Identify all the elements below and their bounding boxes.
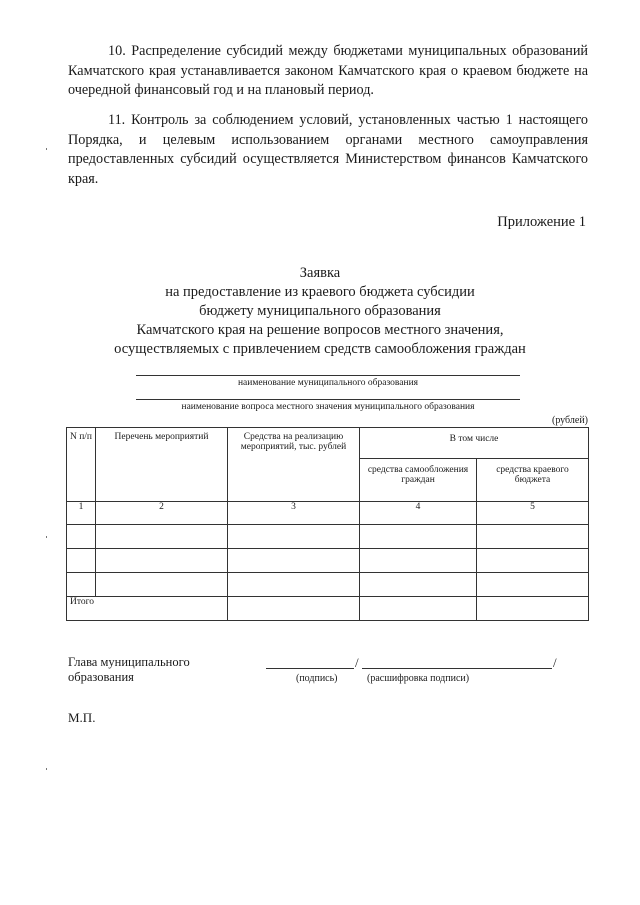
total-cell[interactable] (477, 597, 589, 621)
application-table (66, 427, 589, 621)
empty-cell[interactable] (477, 525, 589, 549)
table-row (67, 573, 589, 597)
empty-cell[interactable] (360, 549, 477, 573)
header-regional-budget: средства краевого бюджета (477, 459, 589, 502)
paragraph-11: 11. Контроль за соблюдением условий, установленных частью 1 настоящего Порядка, и целевым использованием органами местного самоуправления предоставленных субсидий осуществляется Министерством финансов Камчатского края. (68, 112, 588, 187)
form-subtitle-line-2: бюджету муниципального образования (199, 303, 441, 319)
scan-speck (46, 536, 47, 538)
empty-cell[interactable] (228, 573, 360, 597)
table-column-numbers (67, 502, 589, 525)
empty-cell[interactable] (228, 549, 360, 573)
column-number-cell: 1 (67, 502, 96, 525)
column-number-cell: 2 (96, 502, 228, 525)
signatory-role-line-2: образования (68, 670, 134, 684)
appendix-label: Приложение 1 (497, 214, 586, 230)
empty-cell[interactable] (96, 549, 228, 573)
empty-cell[interactable] (477, 549, 589, 573)
stamp-place-label: М.П. (68, 710, 96, 725)
table-row (67, 549, 589, 573)
empty-cell[interactable] (360, 573, 477, 597)
header-activities: Перечень мероприятий (96, 428, 228, 502)
signature-slash: / (355, 655, 359, 670)
empty-cell[interactable] (67, 573, 96, 597)
header-self-taxation: средства самообложения граждан (360, 459, 477, 502)
question-fill-line[interactable] (136, 399, 520, 400)
column-number-cell: 5 (477, 502, 589, 525)
municipality-caption: наименование муниципального образования (237, 378, 419, 388)
empty-cell[interactable] (96, 573, 228, 597)
signature-line[interactable] (266, 668, 354, 669)
form-title: Заявка (299, 265, 341, 281)
total-label: Итого (67, 597, 228, 621)
empty-cell[interactable] (360, 525, 477, 549)
total-cell[interactable] (360, 597, 477, 621)
form-subtitle-line-1: на предоставление из краевого бюджета субсидии (165, 284, 475, 300)
empty-cell[interactable] (228, 525, 360, 549)
empty-cell[interactable] (477, 573, 589, 597)
scan-speck (46, 768, 47, 770)
header-including: В том числе (360, 428, 589, 459)
signature-slash: / (553, 655, 557, 670)
question-caption: наименование вопроса местного значения муниципального образования (181, 402, 475, 412)
header-funds-total: Средства на реализацию мероприятий, тыс. рублей (228, 428, 360, 502)
form-subtitle-line-3: Камчатского края на решение вопросов местного значения, (136, 322, 504, 338)
empty-cell[interactable] (96, 525, 228, 549)
table-row (67, 525, 589, 549)
column-number-cell: 4 (360, 502, 477, 525)
total-cell[interactable] (228, 597, 360, 621)
signature-decode-caption: (расшифровка подписи) (367, 673, 470, 684)
table-total-row (67, 597, 589, 621)
paragraph-10: 10. Распределение субсидий между бюджетами муниципальных образований Камчатского края устанавливается законом Камчатского края о краевом бюджете на очередной финансовый год и на плановый период. (68, 43, 588, 98)
column-number-cell: 3 (228, 502, 360, 525)
scan-speck (46, 148, 47, 150)
signatory-role-line-1: Глава муниципального (68, 655, 190, 669)
empty-cell[interactable] (67, 549, 96, 573)
municipality-fill-line[interactable] (136, 375, 520, 376)
signature-decode-line[interactable] (362, 668, 552, 669)
form-subtitle-line-4: осуществляемых с привлечением средств самообложения граждан (114, 341, 526, 357)
empty-cell[interactable] (67, 525, 96, 549)
header-number: N п/п (67, 428, 96, 502)
signature-caption: (подпись) (296, 673, 338, 684)
units-label: (рублей) (551, 415, 588, 426)
